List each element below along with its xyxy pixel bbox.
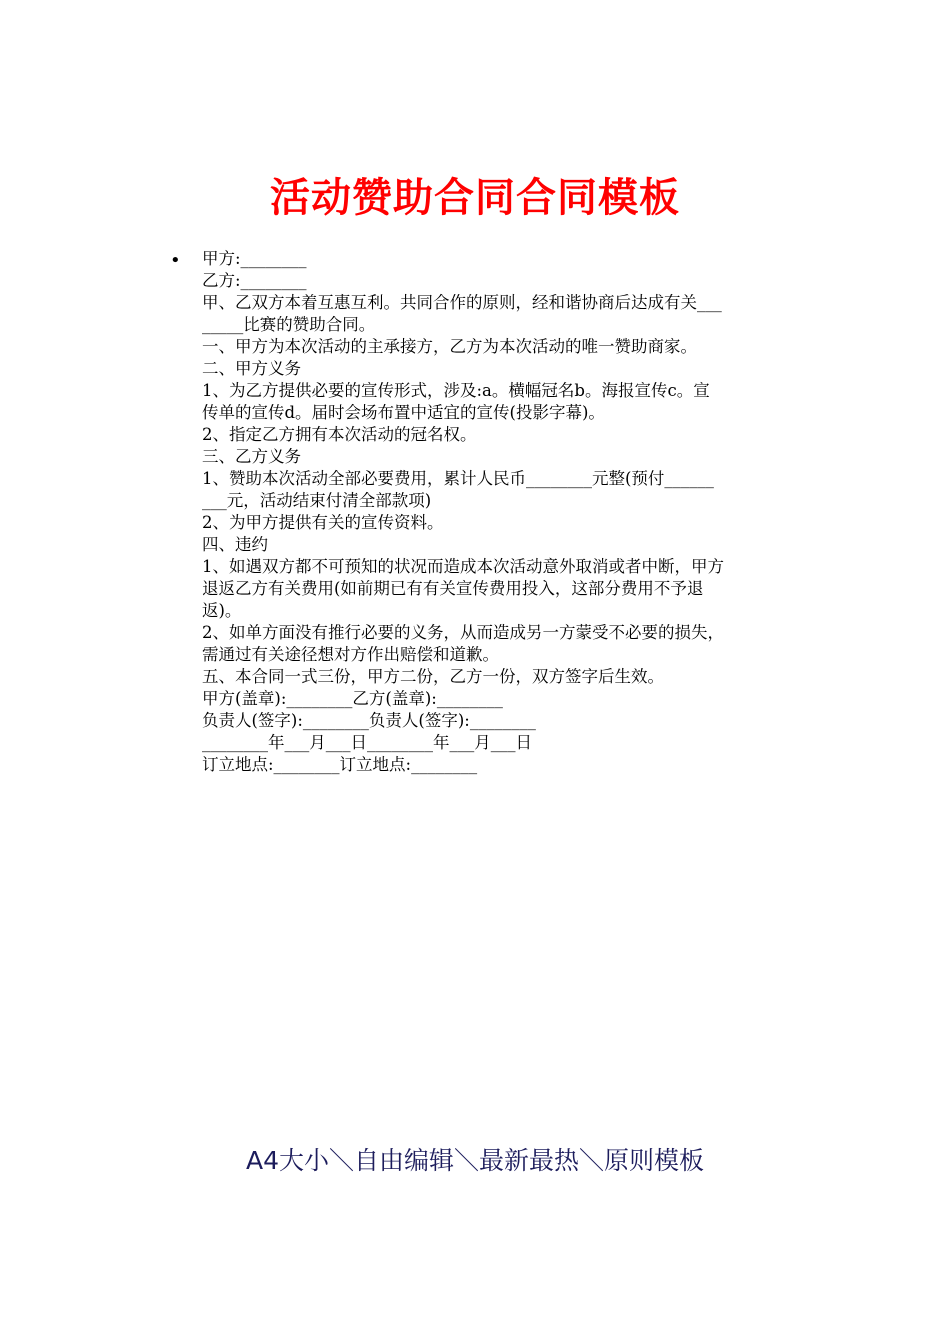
- party-a-line: 甲方:________: [202, 249, 307, 268]
- section-2-heading: 二、甲方义务: [202, 359, 301, 378]
- list-bullet: •: [170, 250, 181, 271]
- section-5-line: 五、本合同一式三份，甲方二份，乙方一份，双方签字后生效。: [202, 667, 664, 686]
- party-b-line: 乙方:________: [202, 271, 307, 290]
- intro-line-2: _____比赛的赞助合同。: [202, 315, 376, 334]
- contract-body: [202, 248, 808, 776]
- section-3-item-1-line-2: ___元，活动结束付清全部款项): [202, 491, 432, 510]
- section-4-heading: 四、违约: [202, 535, 268, 554]
- signature-line: 负责人(签字):________负责人(签字):________: [202, 711, 536, 730]
- section-4-item-1-line-3: 返)。: [202, 601, 242, 620]
- footer-tagline: A4大小＼自由编辑＼最新最热＼原则模板: [245, 1146, 704, 1175]
- section-4-item-2-line-1: 2、如单方面没有推行必要的义务，从而造成另一方蒙受不必要的损失，: [202, 623, 724, 642]
- section-2-item-1-line-2: 传单的宣传d。届时会场布置中适宜的宣传(投影字幕)。: [202, 403, 605, 422]
- location-line: 订立地点:________订立地点:________: [202, 755, 478, 774]
- section-4-item-2-line-2: 需通过有关途径想对方作出赔偿和道歉。: [202, 645, 499, 664]
- document-title: 活动赞助合同合同模板: [270, 175, 680, 221]
- section-2-item-2: 2、指定乙方拥有本次活动的冠名权。: [202, 425, 477, 444]
- section-4-item-1-line-2: 退返乙方有关费用(如前期已有有关宣传费用投入，这部分费用不予退: [202, 579, 704, 598]
- date-line: ________年___月___日________年___月___日: [202, 733, 532, 752]
- section-4-item-1-line-1: 1、如遇双方都不可预知的状况而造成本次活动意外取消或者中断，甲方: [202, 557, 724, 576]
- section-2-item-1-line-1: 1、为乙方提供必要的宣传形式，涉及:a。横幅冠名b。海报宣传c。宣: [202, 381, 710, 400]
- intro-line-1: 甲、乙双方本着互惠互利。共同合作的原则，经和谐协商后达成有关___: [202, 293, 722, 312]
- section-3-heading: 三、乙方义务: [202, 447, 301, 466]
- seal-line: 甲方(盖章):________乙方(盖章):________: [202, 689, 503, 708]
- section-3-item-2: 2、为甲方提供有关的宣传资料。: [202, 513, 444, 532]
- section-1-line: 一、甲方为本次活动的主承接方，乙方为本次活动的唯一赞助商家。: [202, 337, 697, 356]
- section-3-item-1-line-1: 1、赞助本次活动全部必要费用，累计人民币________元整(预付______: [202, 469, 714, 488]
